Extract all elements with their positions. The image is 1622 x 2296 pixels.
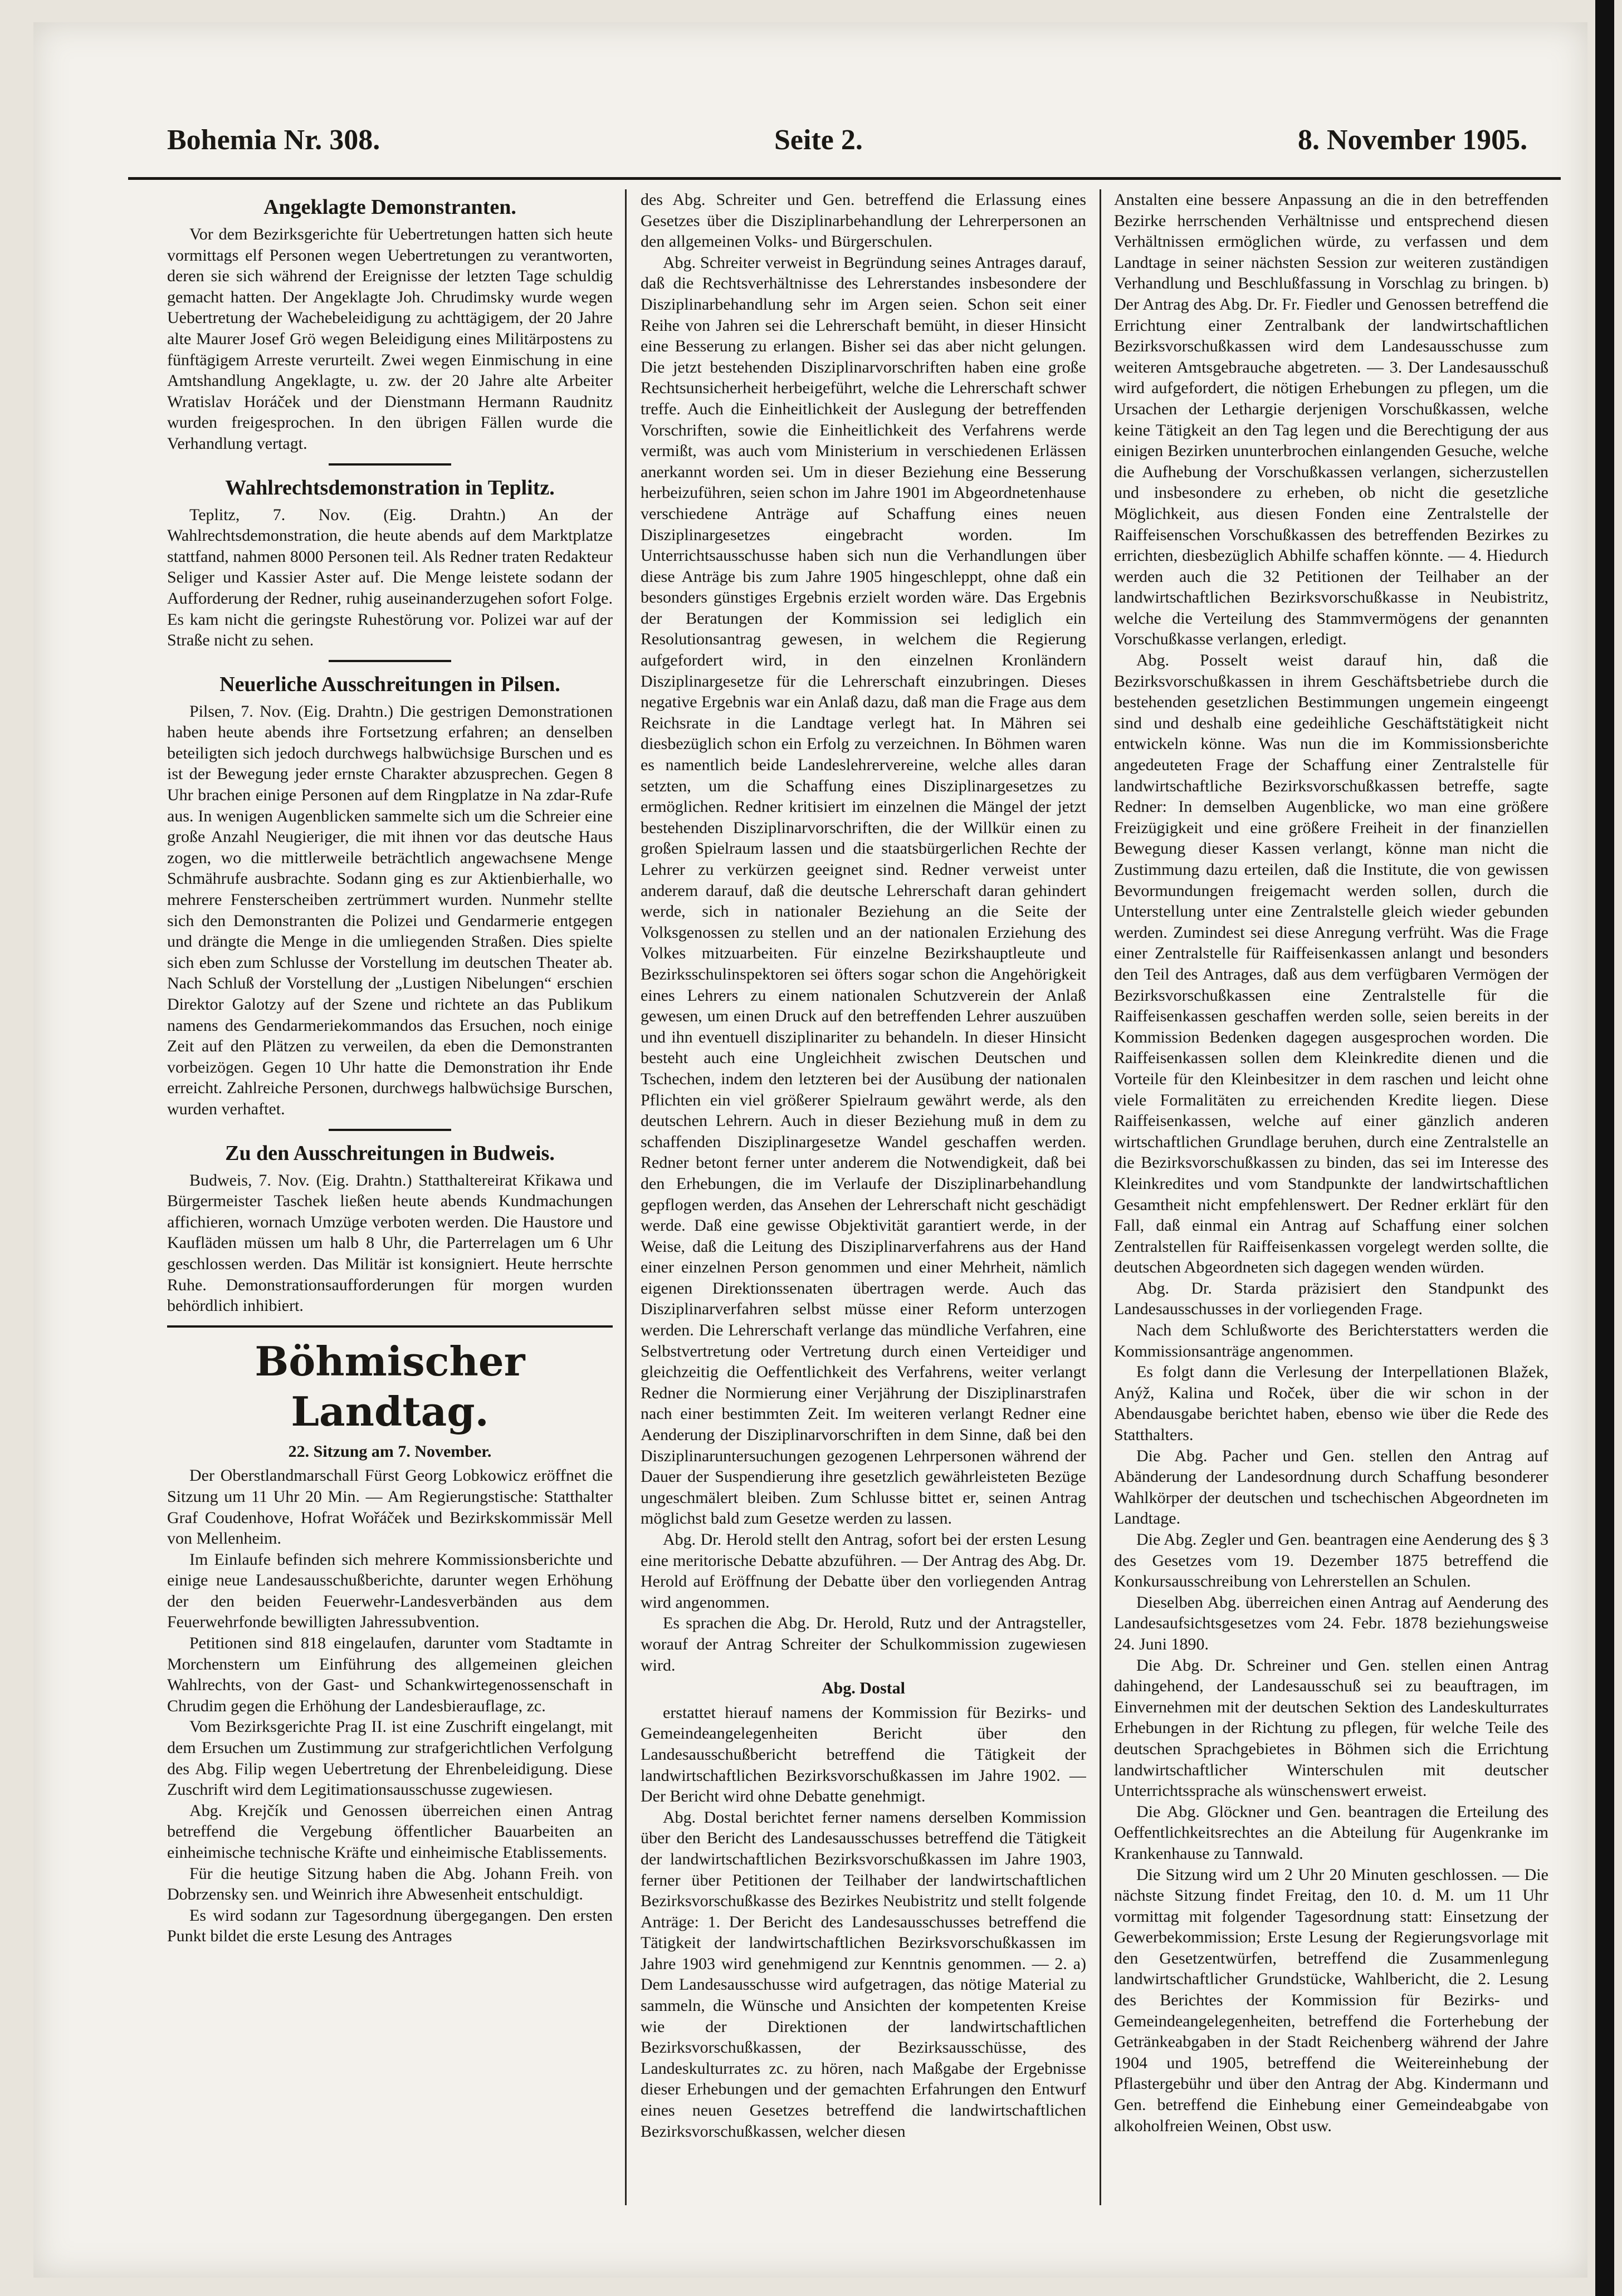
column-2 bbox=[641, 189, 1086, 2205]
paragraph: Es wird sodann zur Tagesordnung übergegangen. Den ersten Punkt bildet die erste Lesung des Antrages bbox=[167, 1906, 613, 1946]
article-title: Angeklagte Demonstranten. bbox=[263, 195, 516, 219]
paragraph: Abg. Schreiter verweist in Begründung seines Antrages darauf, daß die Rechtsverhältnisse des Lehrerstandes insbesondere der Disziplinarbehandlung sehr im Argen seien. Schon seit einer Reihe von Jahren sei die Lehrerschaft bemüht, in dieser Hinsicht eine Besserung zu erlangen. Bisher sei das aber nicht gelungen. Die jetzt bestehenden Disziplinarvorschriften haben eine große Rechtsunsicherheit herbeigeführt, welche die Lehrerschaft schwer treffe. Auch die Einheitlichkeit der Auslegung der betreffenden Vorschriften, sowie die Einheitlichkeit des Verfahrens werde vermißt, was auch vom Ministerium in verschiedenen Erlässen anerkannt worden sei. Um in dieser Beziehung eine Besserung herbeizuführen, seien schon im Jahre 1901 im Abgeordnetenhause verschiedene Anträge auf Schaffung eines neuen Disziplinargesetzes eingebracht worden. Im Unterrichtsausschusse haben sich nun die Verhandlungen über diese Anträge bis zum Jahre 1905 hingeschleppt, ohne daß ein besonders günstiges Ergebnis erzielt worden wäre. Das Ergebnis der Beratungen der Kommission sei lediglich ein Resolutionsantrag gewesen, in welchem die Regierung aufgefordert wird, in den einzelnen Kronländern Disziplinargesetze für die Lehrerschaft einzubringen. Dieses negative Ergebnis war ein Anlaß dazu, daß man die Frage aus dem Reichsrate in die Landtage verlegt hat. In Mähren sei diesbezüglich schon ein Erfolg zu verzeichnen. In Böhmen waren es namentlich beide Landeslehrervereine, welche alles daran setzten, um die Schaffung eines Disziplinargesetzes zu ermöglichen. Redner kritisiert im einzelnen die Mängel der jetzt bestehenden Disziplinarvorschriften, die der Willkür einen zu großen Spielraum lassen und die staatsbürgerlichen Rechte der Lehrer zu verkürzen geeignet sind. Redner verweist unter anderem darauf, daß die deutsche Lehrerschaft daran gehindert werde, sich in nationaler Beziehung an die Seite der Volksgenossen zu stellen und an der nationalen Erziehung des Volkes mitzuarbeiten. Für einzelne Bezirkshauptleute und Bezirksschulinspektoren sei öfters sogar schon die Angehörigkeit eines Lehrers zu einem nationalen Schutzverein der Anlaß gewesen, um einen Druck auf den betreffenden Lehrer auszuüben und ihn eventuell disziplinariter zu behandeln. In dieser Hinsicht besteht auch eine Ungleichheit zwischen Deutschen und Tschechen, indem den letzteren bei der Ausübung der nationalen Pflichten ein viel größerer Spielraum gewährt werde, als den deutschen Lehrern. Auch in dieser Beziehung muß in dem zu schaffenden Disziplinargesetze Wandel geschaffen werden. Redner betont ferner unter anderem die Notwendigkeit, daß bei den Erhebungen, die im Verlaufe der Disziplinarbehandlung gepflogen werden, das Ansehen der Lehrerschaft nicht geschädigt werde. Daß eine gewisse Objektivität garantiert werde, in der Weise, daß die Leitung des Disziplinarverfahrens aus der Hand einer einzelnen Person genommen und einer Mehrheit, nämlich eigenen Direktionssenaten übertragen werde. Auch das Disziplinarverfahren selbst müsse einer Reform unterzogen werden. Die Lehrerschaft verlange das mündliche Verfahren, eine Selbstvertretung oder Vertretung durch einen Verteidiger und gleichzeitig die Oeffentlichkeit des Verfahrens, weiter verlangt Redner die Normierung einer Verjährung der Disziplinarstrafen nach einer bestimmten Zeit. Im weiteren verlangt Redner eine Aenderung der Disziplinarvorschriften in dem Sinne, daß bei den Disziplinaruntersuchungen gezogenen Lehrpersonen während der Dauer der Suspendierung ihre gesetzlich gewährleisteten Bezüge ungeschmälert bleiben. Zum Schlusse bittet er, seinen Antrag möglichst bald zum Gesetze werden zu lassen. bbox=[641, 253, 1086, 1528]
separator bbox=[329, 660, 451, 662]
article-body: Teplitz, 7. Nov. (Eig. Drahtn.) An der Wahlrechtsdemonstration, die heute abends auf dem Marktplatze stattfand, nahmen 8000 Personen teil. Als Redner traten Redakteur Seliger und Kassier Aster auf. Die Menge leistete sodann der Aufforderung der Redner, ruhig auseinanderzugehen sofort Folge. Es kam nicht die geringste Ruhestörung vor. Polizei war auf der Straße nicht zu sehen. bbox=[167, 505, 613, 650]
paragraph: Abg. Posselt weist darauf hin, daß die Bezirksvorschußkassen in ihrem Geschäftsbetriebe durch die bestehenden gesetzlichen Bestimmungen ungemein eingeengt sind und deshalb eine gedeihliche Geschäftstätigkeit nicht entwickeln könne. Was nun die im Kommissionsberichte angedeuteten Frage der Schaffung einer Zentralstelle für landwirtschaftliche Bezirksvorschußkassen betreffe, sagte Redner: In demselben Augenblicke, wo man eine größere Freizügigkeit und eine größere Freiheit in der finanziellen Bewegung dieser Kassen verlangt, könne man nicht die Zustimmung dazu erteilen, daß die Institute, die von gewissen Bevormundungen freigemacht werden sollen, durch die Unterstellung unter eine Zentralstelle gleich wieder gebunden werden. Zumindest sei diese Anregung verfrüht. Was die Frage einer Zentralstelle für Raiffeisenkassen anlangt und besonders den Teil des Antrages, daß aus dem verfügbaren Vermögen der Bezirksvorschußkassen eine Zentralstelle für die Raiffeisenkassen geschaffen werden solle, seien bereits in der Kommission Bedenken dagegen ausgesprochen worden. Die Raiffeisenkassen sollen dem Kleinkredite dienen und die Vorteile für den Kleinbesitzer in dem raschen und leicht ohne viele Formalitäten zu erreichenden Kredite liegen. Diese Raiffeisenkassen, welche auf einer gänzlich anderen wirtschaftlichen Grundlage beruhen, durch eine Zentralstelle an die Bezirksvorschußkassen zu binden, das sei im Interesse des Kleinkredites und vom Standpunkte der landwirtschaftlichen Gesamtheit nicht empfehlenswert. Der Redner erklärt für den Fall, daß einmal ein Antrag auf Schaffung einer solchen Zentralstellen für Raiffeisenkassen vorgelegt werden sollte, die deutschen Abgeordneten sich dagegen wenden würden. bbox=[1114, 651, 1548, 1277]
paragraph: Es folgt dann die Verlesung der Interpellationen Blažek, Anýž, Kalina und Roček, über die wir schon in der Abendausgabe berichtet haben, ebenso wie über die Rede des Statthalters. bbox=[1114, 1363, 1548, 1445]
paragraph: Petitionen sind 818 eingelaufen, darunter vom Stadtamte in Morchenstern um Einführung des allgemeinen gleichen Wahlrechts, von der Gast- und Schankwirtegenossenschaft in Chrudim gegen die Erhöhung der Landesbierauflage, zc. bbox=[167, 1634, 613, 1715]
paragraph: Für die heutige Sitzung haben die Abg. Johann Freih. von Dobrzensky sen. und Weinrich ihre Abwesenheit entschuldigt. bbox=[167, 1864, 613, 1904]
separator bbox=[329, 1129, 451, 1131]
header-rule bbox=[128, 177, 1561, 180]
separator bbox=[167, 1325, 613, 1328]
scan-edge bbox=[1595, 0, 1614, 2296]
article-body: Budweis, 7. Nov. (Eig. Drahtn.) Statthaltereirat Křikawa und Bürgermeister Taschek ließen heute abends Kundmachungen affichieren, wornach Umzüge verboten werden. Die Haustore und Kaufläden müssen um halb 8 Uhr, die Parterrelagen um 6 Uhr geschlossen werden. Das Militär ist konsigniert. Heute herrschte Ruhe. Demonstrationsaufforderungen für morgen wurden behördlich inhibiert. bbox=[167, 1171, 613, 1315]
column-1 bbox=[167, 189, 613, 2205]
header-issue: Bohemia Nr. 308. bbox=[167, 124, 380, 156]
paragraph: erstattet hierauf namens der Kommission für Bezirks- und Gemeindeangelegenheiten Bericht über den Landesausschußbericht betreffend die Tätigkeit der landwirtschaftlichen Bezirksvorschußkassen im Jahre 1902. — Der Bericht wird ohne Debatte genehmigt. bbox=[641, 1703, 1086, 1806]
column-rule bbox=[625, 189, 627, 2205]
section-title: Böhmischer Landtag. bbox=[255, 1337, 525, 1435]
header-page-number: Seite 2. bbox=[774, 124, 863, 156]
paragraph: Die Abg. Pacher und Gen. stellen den Antrag auf Abänderung der Landesordnung durch Schaffung besonderer Wahlkörper der deutschen und tschechischen Abgeordneten im Landtage. bbox=[1114, 1446, 1548, 1528]
column-rule bbox=[1100, 189, 1101, 2205]
separator bbox=[329, 463, 451, 466]
paragraph: Die Abg. Glöckner und Gen. beantragen die Erteilung des Oeffentlichkeitsrechtes an die Abteilung für Augenkranke im Krankenhause zu Tannwald. bbox=[1114, 1802, 1548, 1863]
paragraph: Abg. Dr. Herold stellt den Antrag, sofort bei der ersten Lesung eine meritorische Debatte abzuführen. — Der Antrag des Abg. Dr. Herold auf Eröffnung der Debatte über den vorliegenden Antrag wird angenommen. bbox=[641, 1530, 1086, 1612]
article-title: Zu den Ausschreitungen in Budweis. bbox=[225, 1141, 555, 1165]
paragraph: Abg. Dostal berichtet ferner namens derselben Kommission über den Bericht des Landesausschusses betreffend die Tätigkeit der landwirtschaftlichen Bezirksvorschußkassen im Jahre 1903, ferner über Petitionen der Teilhaber der landwirtschaftlichen Bezirksvorschußkasse des Bezirkes Neubistritz und stellt folgende Anträge: 1. Der Bericht des Landesausschusses betreffend die Tätigkeit der landwirtschaftlichen Bezirksvorschußkassen im Jahre 1903 wird genehmigend zur Kenntnis genommen. — 2. a) Dem Landesausschusse wird aufgetragen, das nötige Material zu sammeln, die Wünsche und Ansichten der kompetenten Kreise wie der Direktionen der landwirtschaftlichen Bezirksvorschußkassen, der Bezirksausschüsse, des Landeskulturrates zc. zu hören, nach Maßgabe der Ergebnisse dieser Erhebungen und der gemachten Erfahrungen den Entwurf eines neuen Gesetzes betreffend die landwirtschaftlichen Bezirksvorschußkassen, welcher diesen bbox=[641, 1808, 1086, 2141]
paragraph: Die Abg. Dr. Schreiner und Gen. stellen einen Antrag dahingehend, der Landesausschuß sei zu beauftragen, im Einvernehmen mit der deutschen Sektion des Landeskulturrates Erhebungen in der Richtung zu pflegen, für welche Teile des deutschen Sprachgebietes in Böhmen sich die Errichtung landwirtschaftlicher Winterschulen mit deutscher Unterrichtssprache als wünschenswert erweist. bbox=[1114, 1656, 1548, 1800]
session-subtitle: 22. Sitzung am 7. November. bbox=[288, 1442, 492, 1461]
column-3 bbox=[1114, 189, 1548, 2205]
paragraph: Vom Bezirksgerichte Prag II. ist eine Zuschrift eingelangt, mit dem Ersuchen um Zustimmung zur strafgerichtlichen Verfolgung des Abg. Filip wegen Uebertretung der Ehrenbeleidigung. Diese Zuschrift wird dem Legitimationsausschusse zugewiesen. bbox=[167, 1717, 613, 1799]
article-title: Neuerliche Ausschreitungen in Pilsen. bbox=[219, 672, 560, 696]
paragraph: Es sprachen die Abg. Dr. Herold, Rutz und der Antragsteller, worauf der Antrag Schreiter der Schulkommission zugewiesen wird. bbox=[641, 1614, 1086, 1675]
paragraph: Anstalten eine bessere Anpassung an die in den betreffenden Bezirke herrschenden Verhältnisse und entsprechend diesen Verhältnissen ermöglichen würde, zu verfassen und dem Landtage in seiner nächsten Session zur weiteren zuständigen Verhandlung und Beschlußfassung in Vorschlag zu bringen. b) Der Antrag des Abg. Dr. Fr. Fiedler und Genossen betreffend die Errichtung einer Zentralbank der landwirtschaftlichen Bezirksvorschußkassen wird dem Landesausschusse zum weiteren Amtsgebrauche abgetreten. — 3. Der Landesausschuß wird aufgefordert, die nötigen Erhebungen zu pflegen, um die Ursachen der Lethargie derjenigen Vorschußkassen, welche keine Tätigkeit an den Tag legen und die Berechtigung der aus einigen Bezirken ununterbrochen einlangenden Gesuche, welche die Aufhebung der Vorschußkassen verlangen, sicherzustellen und insbesondere zu erheben, ob nicht die gesetzliche Möglichkeit, aus diesen Fonden eine Zentralstelle der Raiffeisenschen Vorschußkassen des betreffenden Bezirkes zu errichten, diesbezüglich Abhilfe schaffen könnte. — 4. Hiedurch werden auch die 32 Petitionen der Teilhaber an der landwirtschaftlichen Bezirksvorschußkasse in Neubistritz, welche die Verteilung des Stammvermögens der genannten Vorschußkasse verlangen, erledigt. bbox=[1114, 190, 1548, 649]
paragraph: Die Abg. Zegler und Gen. beantragen eine Aenderung des § 3 des Gesetzes vom 19. Dezember 1875 betreffend die Konkursausschreibung von Lehrerstellen an Schulen. bbox=[1114, 1530, 1548, 1591]
header-date: 8. November 1905. bbox=[1298, 124, 1528, 156]
paragraph: Im Einlaufe befinden sich mehrere Kommissionsberichte und einige neue Landesausschußberichte, darunter wegen Erhöhung der den beiden Feuerwehr-Landesverbänden aus dem Feuerwehrfonde bewilligten Jahressubvention. bbox=[167, 1550, 613, 1632]
article-body: Pilsen, 7. Nov. (Eig. Drahtn.) Die gestrigen Demonstrationen haben heute abends ihre Fortsetzung erfahren; an denselben beteiligten sich jedoch durchwegs halbwüchsige Burschen und es ist der Bewegung jeder ernste Charakter abzusprechen. Gegen 8 Uhr brachen einige Personen auf dem Ringplatze in Na zdar-Rufe aus. In wenigen Augenblicken sammelte sich um die Schreier eine große Anzahl Neugieriger, die mit ihnen vor das deutsche Haus zogen, wo die mittlerweile beträchtlich angewachsene Menge Schmährufe ausbrachte. Sodann ging es zur Aktienbierhalle, wo mehrere Fensterscheiben zertrümmert wurden. Nunmehr stellte sich den Demonstranten die Polizei und Gendarmerie entgegen und drängte die Menge in die umliegenden Straßen. Dies spielte sich eben zum Schlusse der Vorstellung im deutschen Theater ab. Nach Schluß der Vorstellung der „Lustigen Nibelungen“ erschien Direktor Galotzy auf der Szene und richtete an das Publikum namens des Gendarmeriekommandos das Ersuchen, noch einige Zeit auf den Plätzen zu verweilen, da eben die Demonstranten vorbeizögen. Gegen 10 Uhr hatte die Demonstration ihr Ende erreicht. Zahlreiche Personen, durchwegs halbwüchsige Burschen, wurden verhaftet. bbox=[167, 702, 613, 1118]
article-body: Vor dem Bezirksgerichte für Uebertretungen hatten sich heute vormittags elf Personen wegen Uebertretungen zu verantworten, deren sie sich während der Ereignisse der letzten Tage schuldig gemacht hatten. Der Angeklagte Joh. Chrudimsky wurde wegen Uebertretung der Wachebeleidigung zu achttägigem, der 20 Jahre alte Maurer Josef Grö wegen Beleidigung eines Militärpostens zu fünftägigem Arreste verurteilt. Zwei wegen Einmischung in eine Amtshandlung Angeklagte, u. zw. der 20 Jahre alte Arbeiter Wratislav Horáček und der Dienstmann Hermann Raudnitz wurden freigesprochen. In den übrigen Fällen wurde die Verhandlung vertagt. bbox=[167, 225, 613, 453]
paragraph: Dieselben Abg. überreichen einen Antrag auf Aenderung des Landesaufsichtsgesetzes vom 24. Febr. 1878 beziehungsweise 24. Juni 1890. bbox=[1114, 1593, 1548, 1653]
paragraph: des Abg. Schreiter und Gen. betreffend die Erlassung eines Gesetzes über die Disziplinarbehandlung der Lehrerpersonen an den allgemeinen Volks- und Bürgerschulen. bbox=[641, 190, 1086, 251]
paragraph: Die Sitzung wird um 2 Uhr 20 Minuten geschlossen. — Die nächste Sitzung findet Freitag, den 10. d. M. um 11 Uhr vormittag mit folgender Tagesordnung statt: Einsetzung der Gewerbekommission; Erste Lesung der Regierungsvorlage mit den Gesetzentwürfen, betreffend die Zusammenlegung landwirtschaftlicher Grundstücke, Wahlbericht, die 2. Lesung des Berichtes der Kommission für Bezirks- und Gemeindeangelegenheiten, betreffend die Forterhebung der Getränkeabgaben in der Stadt Reichenberg während der Jahre 1904 und 1905, betreffend die Weitereinhebung der Pflastergebühr und über den Antrag der Abg. Kindermann und Gen. betreffend die Einhebung einer Gemeindeabgabe von alkoholfreien Weinen, Obst usw. bbox=[1114, 1865, 1548, 2135]
paragraph: Nach dem Schlußworte des Berichterstatters werden die Kommissionsanträge angenommen. bbox=[1114, 1321, 1548, 1360]
paragraph: Abg. Dr. Starda präzisiert den Standpunkt des Landesausschusses in der vorliegenden Frage. bbox=[1114, 1279, 1548, 1319]
paragraph: Der Oberstlandmarschall Fürst Georg Lobkowicz eröffnet die Sitzung um 11 Uhr 20 Min. — Am Regierungstische: Statthalter Graf Coudenhove, Hofrat Wořáček und Bezirkskommissär Mell von Mellenheim. bbox=[167, 1466, 613, 1548]
speaker-heading: Abg. Dostal bbox=[821, 1679, 905, 1698]
article-title: Wahlrechtsdemonstration in Teplitz. bbox=[225, 476, 555, 500]
paragraph: Abg. Krejčík und Genossen überreichen einen Antrag betreffend die Vergebung öffentlicher Bauarbeiten an einheimische technische Kräfte und einheimische Etablissements. bbox=[167, 1801, 613, 1862]
